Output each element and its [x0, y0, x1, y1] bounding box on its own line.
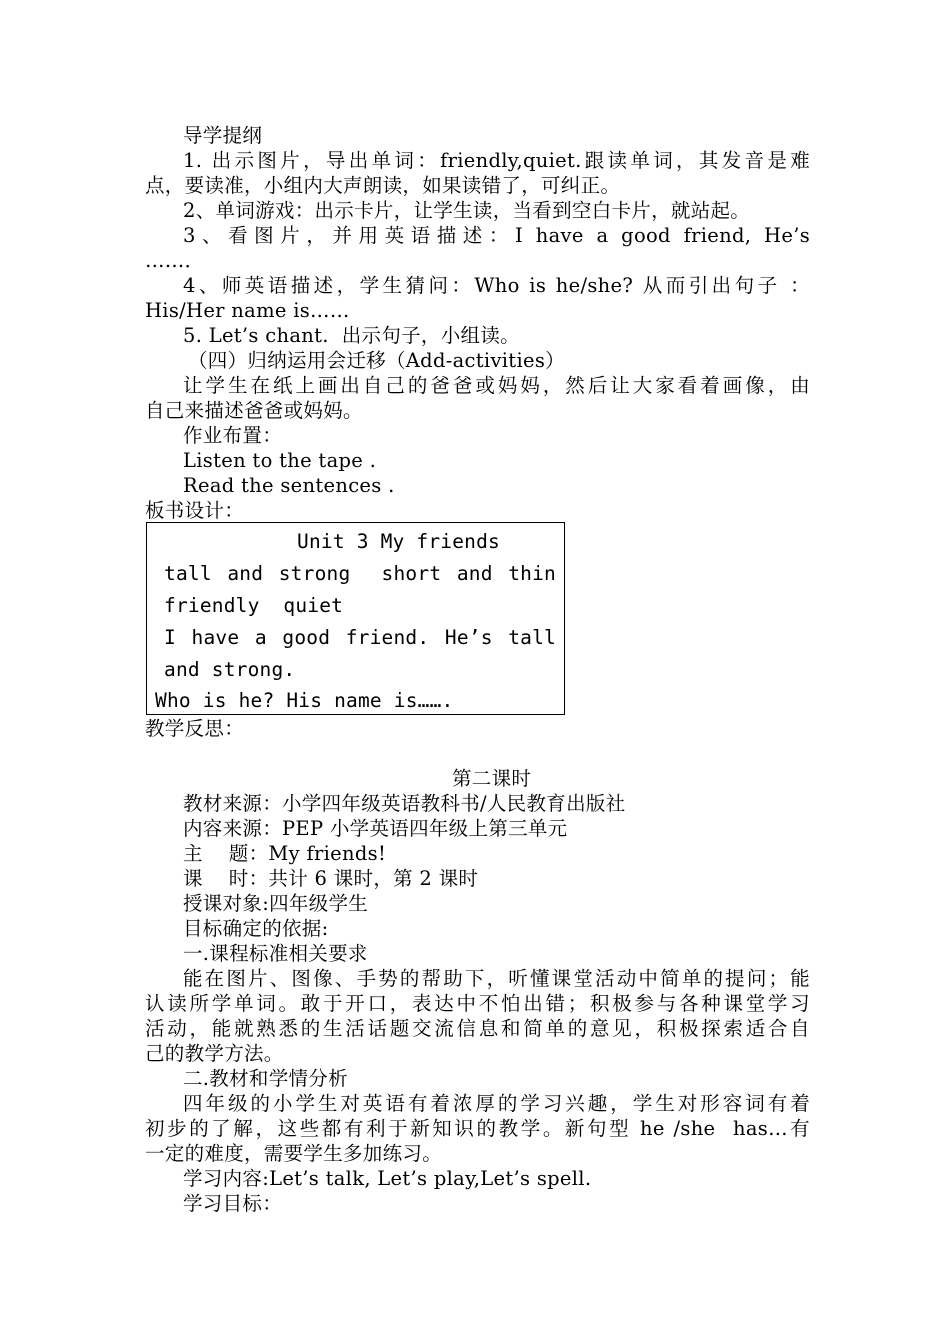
standards-line-1: 能在图片、图像、手势的帮助下，听懂课堂活动中简单的提问；能 — [183, 967, 810, 990]
step-3-line-2: ……． — [145, 249, 205, 272]
standards-title: 一.课程标准相关要求 — [183, 942, 368, 965]
analysis-line-1: 四年级的小学生对英语有着浓厚的学习兴趣，学生对形容词有着 — [183, 1092, 810, 1115]
board-design-box — [146, 522, 565, 715]
step-3-line-1: 3、看图片，并用英语描述：I have a good friend, He’s — [183, 224, 810, 247]
period-line — [183, 866, 810, 891]
learning-goals: 学习目标： — [183, 1192, 283, 1215]
step-2: 2、单词游戏：出示卡片，让学生读，当看到空白卡片，就站起。 — [183, 199, 751, 222]
topic-line — [183, 841, 810, 866]
step-5: 5. Let’s chant. 出示句子，小组读。 — [183, 324, 520, 347]
board-line-sentence-2: and strong. — [164, 658, 296, 681]
audience: 授课对象:四年级学生 — [183, 892, 369, 915]
part-4-title: （四）归纳运用会迁移（Add-activities） — [188, 349, 565, 372]
content-source: 内容来源：PEP 小学英语四年级上第三单元 — [183, 817, 568, 840]
period-label: 课 时 — [183, 867, 249, 890]
board-line-question: Who is he? His name is……. — [155, 689, 454, 712]
board-line-words: friendly quiet — [164, 594, 344, 617]
step-1-line-1: 1. 出示图片，导出单词：friendly,quiet.跟读单词，其发音是难 — [183, 149, 810, 172]
homework-label: 作业布置： — [183, 424, 283, 447]
analysis-title: 二.教材和学情分析 — [183, 1067, 348, 1090]
activity-line-1: 让学生在纸上画出自己的爸爸或妈妈，然后让大家看着画像，由 — [183, 374, 810, 397]
activity-line-2: 自己来描述爸爸或妈妈。 — [145, 399, 363, 422]
analysis-line-2: 初步的了解，这些都有利于新知识的教学。新句型 he /she has…有 — [145, 1117, 810, 1140]
homework-item-1: Listen to the tape . — [183, 449, 377, 472]
learning-content: 学习内容:Let’s talk, Let’s play,Let’s spell. — [183, 1167, 592, 1190]
board-title: Unit 3 My friends — [297, 530, 500, 553]
lesson-title: 第二课时 — [452, 767, 532, 790]
period-value: ：共计 6 课时，第 2 课时 — [248, 867, 479, 890]
homework-item-2: Read the sentences . — [183, 474, 395, 497]
board-design-label: 板书设计： — [145, 499, 245, 522]
goal-basis: 目标确定的依据: — [183, 917, 329, 940]
standards-line-3: 活动，能就熟悉的生活话题交流信息和简单的意见，积极探索适合自 — [145, 1017, 810, 1040]
step-4-line-2: His/Her name is…… — [145, 299, 350, 322]
board-line-adjectives: tall and strong short and thin — [164, 562, 556, 585]
reflection-label: 教学反思： — [145, 717, 245, 740]
board-line-sentence-1: I have a good friend. He’s tall — [164, 626, 556, 649]
material-source: 教材来源：小学四年级英语教科书/人民教育出版社 — [183, 792, 626, 815]
step-1-line-2: 点，要读准，小组内大声朗读，如果读错了，可纠正。 — [145, 174, 621, 197]
standards-line-2: 认读所学单词。敢于开口，表达中不怕出错；积极参与各种课堂学习 — [145, 992, 810, 1015]
analysis-line-3: 一定的难度，需要学生多加练习。 — [145, 1142, 443, 1165]
standards-line-4: 己的教学方法。 — [145, 1042, 284, 1065]
topic-value: ：My friends! — [248, 842, 387, 865]
guide-heading: 导学提纲 — [183, 124, 263, 147]
step-4-line-1: 4、师英语描述，学生猜问：Who is he/she? 从而引出句子 ： — [183, 274, 810, 297]
topic-label: 主 题 — [183, 842, 249, 865]
